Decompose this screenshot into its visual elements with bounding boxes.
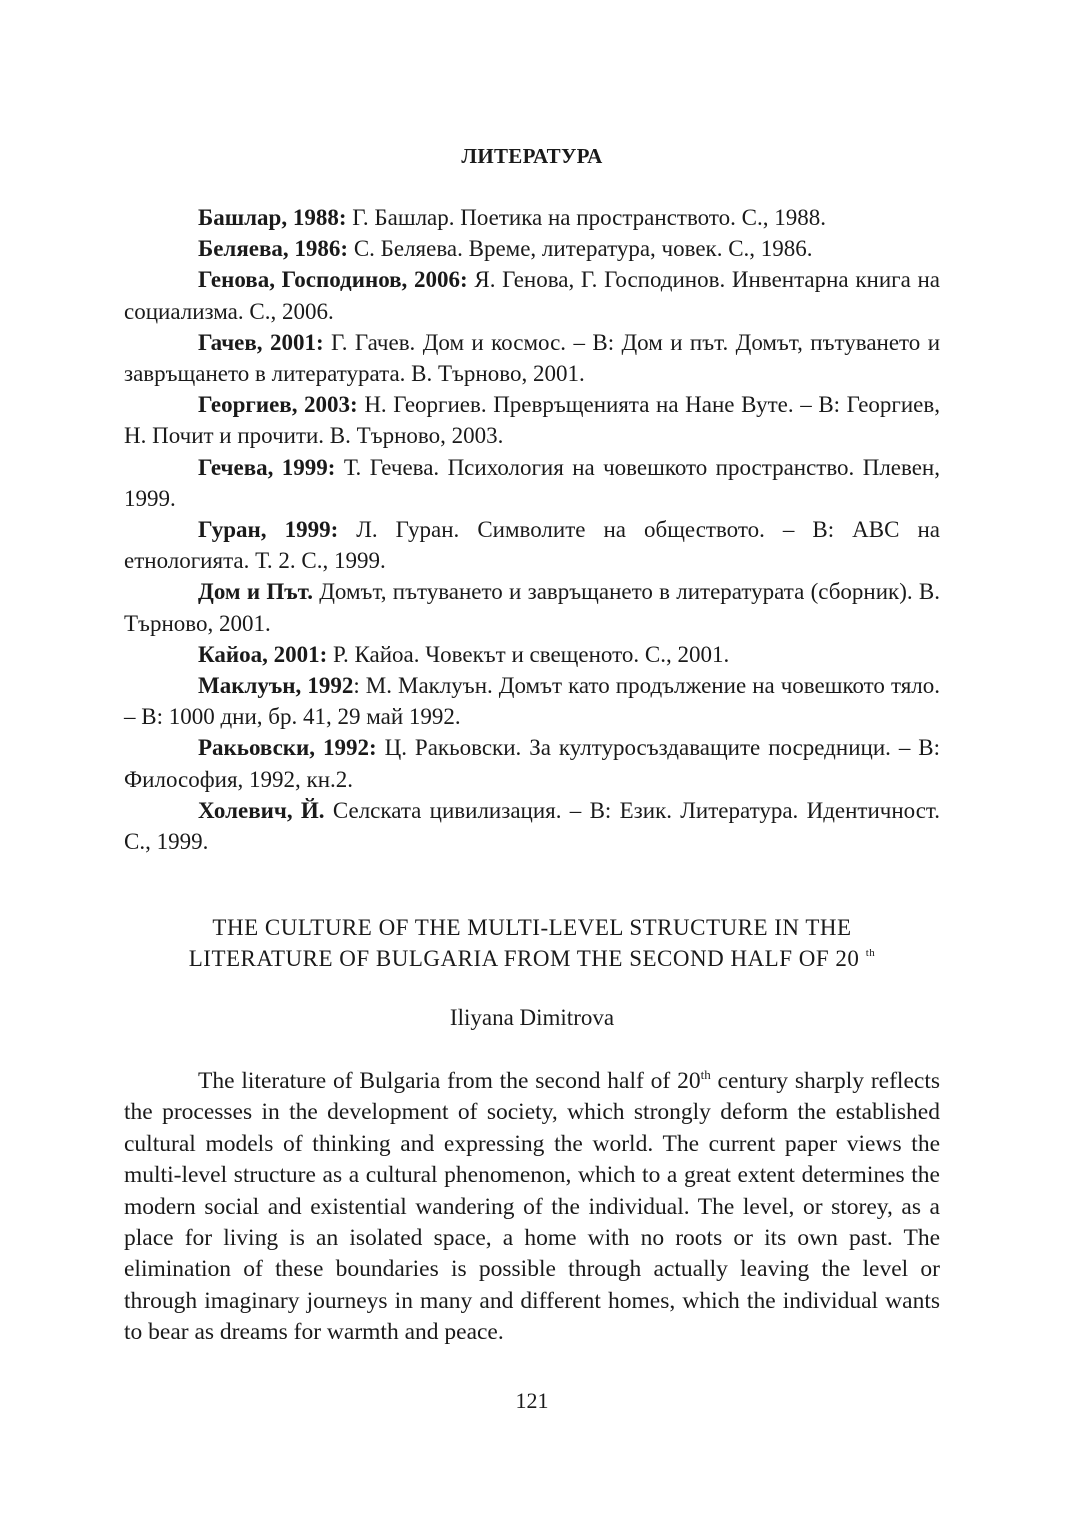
author-name: Iliyana Dimitrova bbox=[449, 1005, 615, 1030]
summary-title-line bbox=[124, 943, 940, 974]
reference-text: Р. Кайоа. Човекът и свещеното. С., 2001. bbox=[327, 641, 730, 667]
reference-entry bbox=[124, 670, 940, 732]
reference-text: С. Беляева. Време, литература, човек. С., 1986. bbox=[348, 236, 813, 262]
summary-title-text: LITERATURE OF BULGARIA FROM THE SECOND HALF OF 20 bbox=[188, 946, 860, 971]
reference-text: Ц. Ракьовски. За културосъздаващите посредници. – В: Философия, 1992, кн.2. bbox=[124, 735, 940, 792]
reference-entry bbox=[124, 639, 940, 670]
bibliography-list bbox=[124, 202, 940, 857]
abstract-superscript: th bbox=[700, 1067, 711, 1082]
reference-key: Гечева, 1999: bbox=[198, 454, 336, 480]
reference-entry bbox=[124, 327, 940, 389]
reference-key: Генова, Господинов, 2006: bbox=[198, 267, 468, 293]
reference-text: Я. Генова, Г. Господинов. Инвентарна книга на социализма. С., 2006. bbox=[124, 267, 940, 324]
reference-entry bbox=[124, 795, 940, 857]
reference-text: Домът, пътуването и завръщането в литературата (сборник). В. Търново, 2001. bbox=[124, 579, 940, 636]
reference-key: Башлар, 1988: bbox=[198, 205, 347, 230]
reference-entry bbox=[124, 514, 940, 576]
summary-title-line: THE CULTURE OF THE MULTI-LEVEL STRUCTURE IN THE bbox=[212, 915, 852, 940]
reference-key: Беляева, 1986: bbox=[198, 236, 349, 262]
reference-key: Георгиев, 2003: bbox=[198, 392, 358, 418]
reference-key: Ракьовски, 1992: bbox=[198, 735, 377, 761]
reference-key: Гачев, 2001: bbox=[198, 329, 324, 355]
reference-key: Маклуън, 1992 bbox=[198, 673, 354, 699]
reference-key: Дом и Път. bbox=[198, 579, 313, 605]
reference-key: Кайоа, 2001: bbox=[198, 641, 328, 667]
reference-key: Гуран, 1999: bbox=[198, 517, 339, 543]
reference-key: Холевич, Й. bbox=[198, 797, 325, 823]
reference-entry bbox=[124, 264, 940, 326]
reference-text: Н. Георгиев. Превръщенията на Нане Вуте. – В: Георгиев, Н. Почит и прочити. В. Търново, 2003. bbox=[124, 392, 940, 449]
reference-text: Селската цивилизация. – В: Език. Литература. Идентичност. С., 1999. bbox=[124, 797, 941, 855]
reference-text: : М. Маклуън. Домът като продължение на човешкото тяло. – В: 1000 дни, бр. 41, 29 май 1992. bbox=[124, 673, 940, 730]
summary-title-superscript: th bbox=[865, 947, 876, 959]
abstract-rest: century sharply reflects the processes in the development of society, which strongly deform the established cultural models of thinking and expressing the world. The current paper views the multi-level structure as a cultural phenomenon, which to a great extent determines the modern social and existential wandering of the individual. The level, or storey, as a place for living is an isolated space, a home with no roots or its own past. The elimination of these boundaries is possible through actually leaving the level or through imaginary journeys in many and different homes, which the individual wants to bear as dreams for warmth and peace. bbox=[124, 1068, 940, 1346]
reference-text: Г. Башлар. Поетика на пространството. С., 1988. bbox=[346, 205, 826, 230]
reference-entry bbox=[124, 732, 940, 794]
reference-entry bbox=[124, 233, 940, 264]
reference-text: Г. Гачев. Дом и космос. – В: Дом и път. Домът, пътуването и завръщането в литературата. В. Търново, 2001. bbox=[124, 329, 941, 387]
reference-entry bbox=[124, 202, 940, 233]
reference-entry bbox=[124, 452, 940, 514]
abstract-start: The literature of Bulgaria from the second half of 20 bbox=[198, 1068, 701, 1094]
abstract-paragraph bbox=[124, 1066, 940, 1349]
reference-text: Т. Гечева. Психология на човешкото пространство. Плевен, 1999. bbox=[124, 454, 940, 511]
bibliography-heading: ЛИТЕРАТУРА bbox=[461, 144, 603, 168]
summary-title bbox=[124, 912, 940, 974]
page-number: 121 bbox=[515, 1388, 549, 1413]
page bbox=[124, 0, 940, 1530]
reference-entry bbox=[124, 389, 940, 451]
reference-entry bbox=[124, 576, 940, 638]
reference-text: Л. Гуран. Символите на обществото. – В: АВС на етнологията. Т. 2. С., 1999. bbox=[124, 517, 940, 574]
